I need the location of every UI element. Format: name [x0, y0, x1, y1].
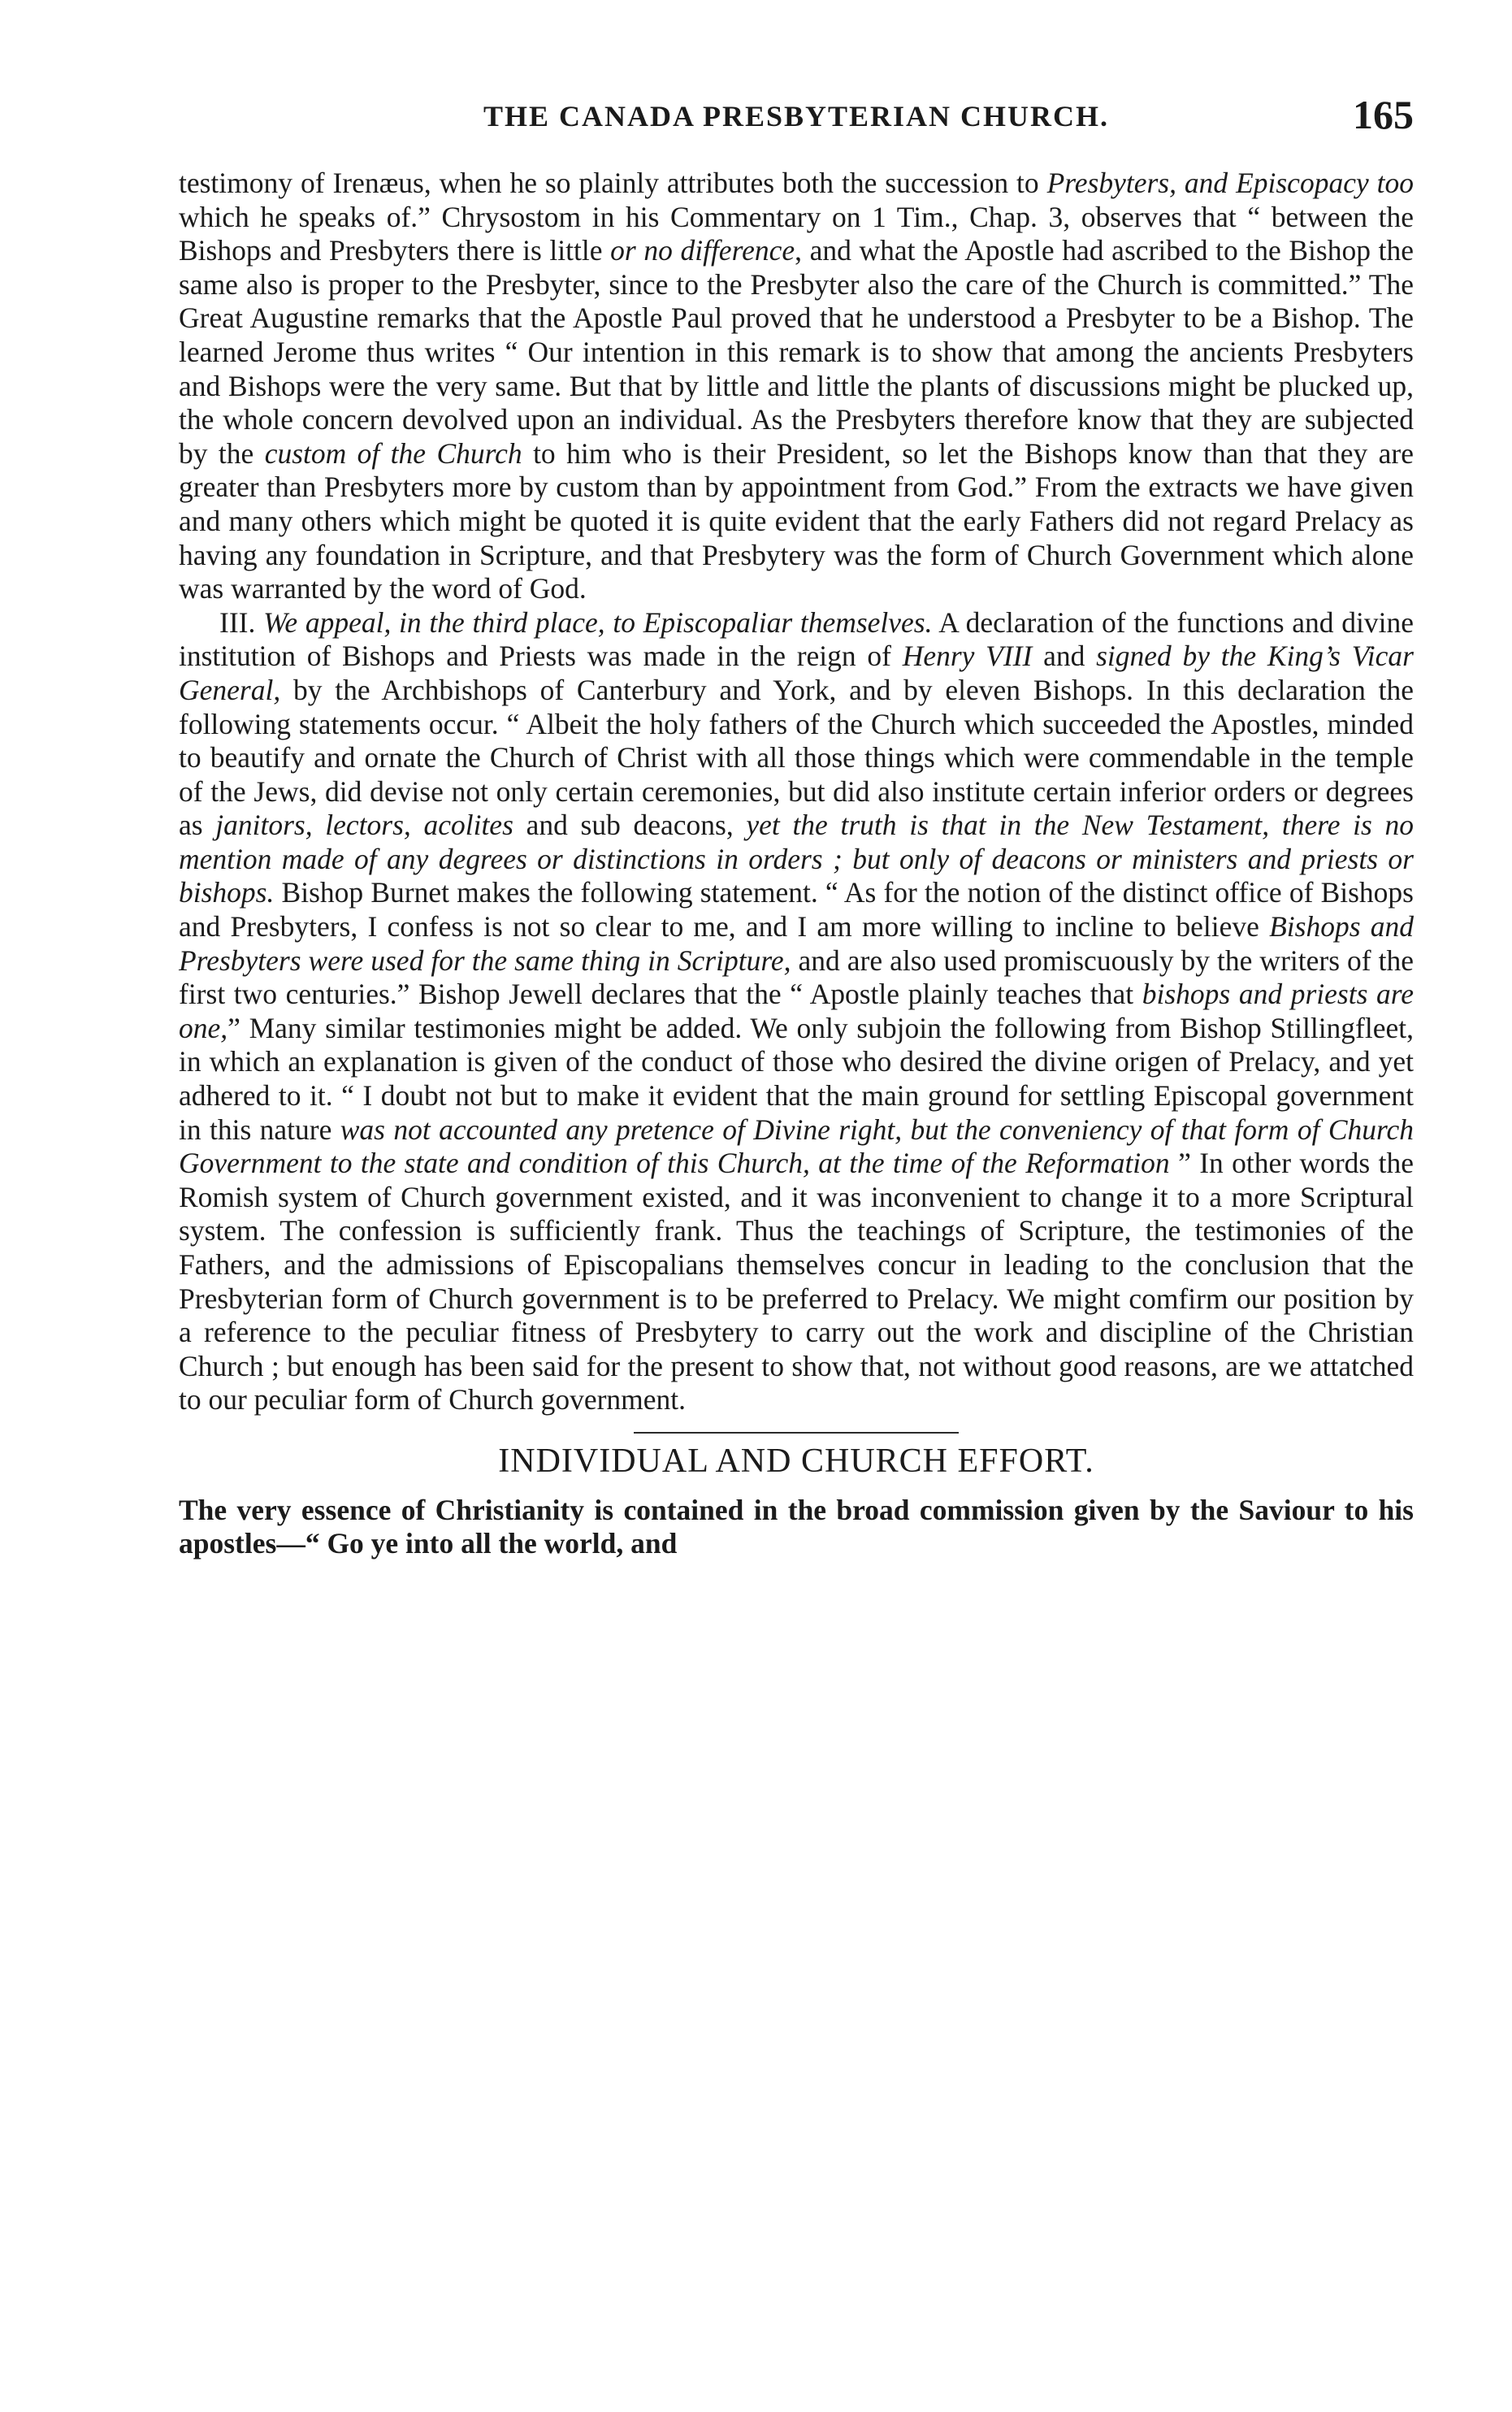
italic-phrase: We appeal, in the third place, to Episcopaliar themselves.: [263, 605, 933, 639]
section-divider: [634, 1432, 959, 1434]
italic-phrase: yet the truth is that in the New Testament, there is no mention made of any degrees or distinctions in orders ; but only of deacons or ministers and priests or bishops.: [179, 809, 1414, 909]
paragraph-episcopalians: III. We appeal, in the third place, to Episcopaliar themselves. A declaration of the functions and divine institution of Bishops and Priests was made in the reign of Henry VIII and signed by the King’s Vicar General, by the Archbishops of Canterbury and York, and by eleven Bishops. In this declaration the following statements occur. “ Albeit the holy fathers of the Church which succeeded the Apostles, minded to beautify and ornate the Church of Christ with all those things which were commendable in the temple of the Jews, did devise not only certain ceremonies, but did also institute certain inferior orders or degrees as janitors, lectors, acolites and sub deacons, yet the truth is that in the New Testament, there is no mention made of any degrees or distinctions in orders ; but only of deacons or ministers and priests or bishops. Bishop Burnet makes the following statement. “ As for the notion of the distinct office of Bishops and Presbyters, I confess is not so clear to me, and I am more willing to incline to believe Bishops and Presbyters were used for the same thing in Scripture, and are also used promiscuously by the writers of the first two centuries.” Bishop Jewell declares that the “ Apostle plainly teaches that bishops and priests are one,” Many similar testimonies might be added. We only subjoin the following from Bishop Stillingfleet, in which an explanation is given of the conduct of those who desired the divine origen of Prelacy, and yet adhered to it. “ I doubt not but to make it evident that the main ground for settling Episcopal government in this nature was not accounted any pretence of Divine right, but the conveniency of that form of Church Government to the state and condition of this Church, at the time of the Reformation ” In other words the Romish system of Church government existed, and it was inconvenient to change it to a more Scriptural system. The confession is sufficiently frank. Thus the teachings of Scripture, the testimonies of the Fathers, and the admissions of Episcopalians themselves concur in leading to the conclusion that the Presbyterian form of Church government is to be preferred to Prelacy. We might comfirm our position by a reference to the peculiar fitness of Presbytery to carry out the work and discipline of the Christian Church ; but enough has been said for the present to show that, not without good reasons, are we attatched to our peculiar form of Church government.: [179, 605, 1414, 1416]
italic-phrase: bishops and priests are one,: [179, 978, 1414, 1044]
italic-phrase: Bishops and Presbyters were used for the same thing in Scripture,: [179, 910, 1414, 977]
paragraph-individual-effort: The very essence of Christianity is contained in the broad commission given by the Saviour to his apostles—“ Go ye into all the world, and: [179, 1493, 1414, 1560]
paragraph-testimonies: testimony of Irenæus, when he so plainly attributes both the succession to Presbyters, and Episcopacy too which he speaks of.” Chrysostom in his Commentary on 1 Tim., Chap. 3, observes that “ between the Bishops and Presbyters there is little or no difference, and what the Apostle had ascribed to the Bishop the same also is proper to the Presbyter, since to the Presbyter also the care of the Church is committed.” The Great Augustine remarks that the Apostle Paul proved that he understood a Presbyter to be a Bishop. The learned Jerome thus writes “ Our intention in this remark is to show that among the ancients Presbyters and Bishops were the very same. But that by little and little the plants of discussions might be plucked up, the whole concern devolved upon an individual. As the Presbyters therefore know that they are subjected by the custom of the Church to him who is their President, so let the Bishops know than that they are greater than Presbyters more by custom than by appointment from God.” From the extracts we have given and many others which might be quoted it is quite evident that the early Fathers did not regard Prelacy as having any foundation in Scripture, and that Presbytery was the form of Church Government which alone was warranted by the word of God.: [179, 167, 1414, 605]
section-heading: INDIVIDUAL AND CHURCH EFFORT.: [498, 1442, 1094, 1480]
italic-phrase: janitors, lectors, acolites: [215, 809, 513, 842]
italic-phrase: was not accounted any pretence of Divine right, but the conveniency of that form of Church Government to the state and condition of this Church, at the time of the Reformation: [179, 1113, 1414, 1180]
italic-phrase: custom of the Church: [264, 436, 522, 470]
page-number: 165: [1353, 92, 1414, 137]
italic-phrase: Henry VIII: [902, 640, 1033, 673]
page-header: [179, 91, 1414, 140]
italic-phrase: signed by the King’s Vicar General,: [179, 640, 1414, 706]
running-title: THE CANADA PRESBYTERIAN CHURCH.: [483, 100, 1110, 132]
italic-phrase: or no difference: [610, 234, 795, 267]
body-text: [179, 167, 1414, 1561]
italic-phrase: Presbyters, and Episcopacy too: [1046, 167, 1414, 199]
